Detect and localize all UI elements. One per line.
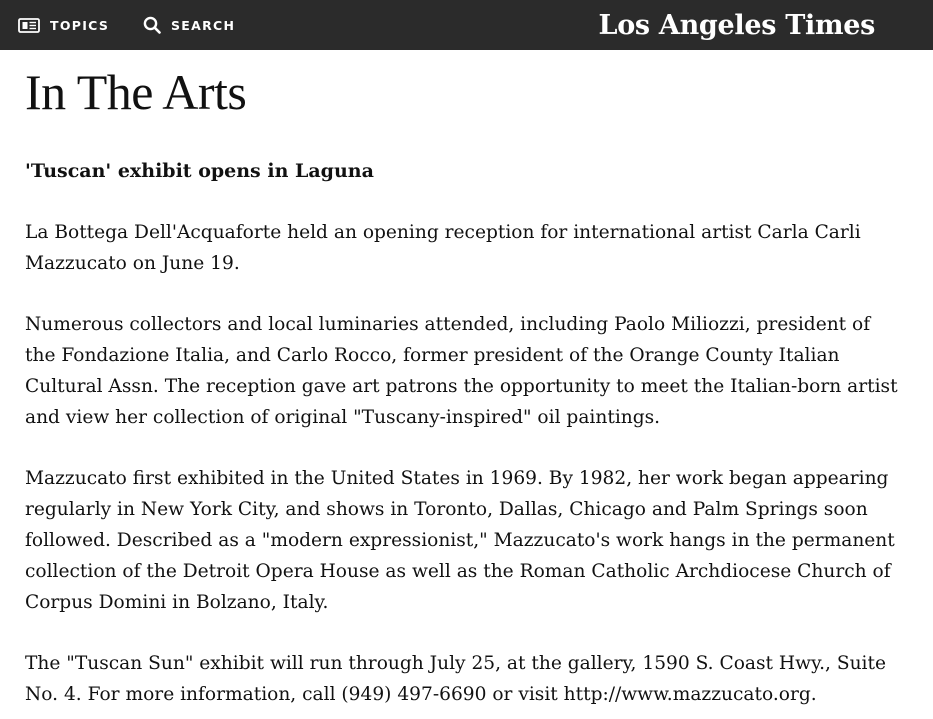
top-navigation-bar [0, 0, 933, 50]
article-paragraph: The "Tuscan Sun" exhibit will run through July 25, at the gallery, 1590 S. Coast Hwy., Suite No. 4. For more information, call (949) 497-6690 or visit http://www.mazzucato.org. [25, 653, 886, 705]
topics-button[interactable] [18, 0, 109, 50]
newspaper-icon [18, 18, 40, 33]
article-paragraph: Numerous collectors and local luminaries attended, including Paolo Miliozzi, president of the Fondazione Italia, and Carlo Rocco, former president of the Orange County Italian Cultural Assn. The reception gave art patrons the opportunity to meet the Italian-born artist and view her collection of original "Tuscany-inspired" oil paintings. [25, 314, 898, 428]
article-content [25, 50, 915, 710]
los-angeles-times-logo[interactable]: Los Angeles Times [598, 9, 875, 41]
article-paragraph: La Bottega Dell'Acquaforte held an opening reception for international artist Carla Carli Mazzucato on June 19. [25, 222, 861, 274]
search-icon [143, 16, 161, 34]
topics-label: TOPICS [50, 17, 110, 33]
article-headline: 'Tuscan' exhibit opens in Laguna [25, 160, 374, 182]
section-title: In The Arts [25, 64, 247, 120]
search-button[interactable] [143, 0, 235, 50]
search-label: SEARCH [171, 17, 236, 33]
article-paragraph: Mazzucato first exhibited in the United States in 1969. By 1982, her work began appearing regularly in New York City, and shows in Toronto, Dallas, Chicago and Palm Springs soon followed. Described as a "modern expressionist," Mazzucato's work hangs in the permanent collection of the Detroit Opera House as well as the Roman Catholic Archdiocese Church of Corpus Domini in Bolzano, Italy. [25, 468, 895, 613]
